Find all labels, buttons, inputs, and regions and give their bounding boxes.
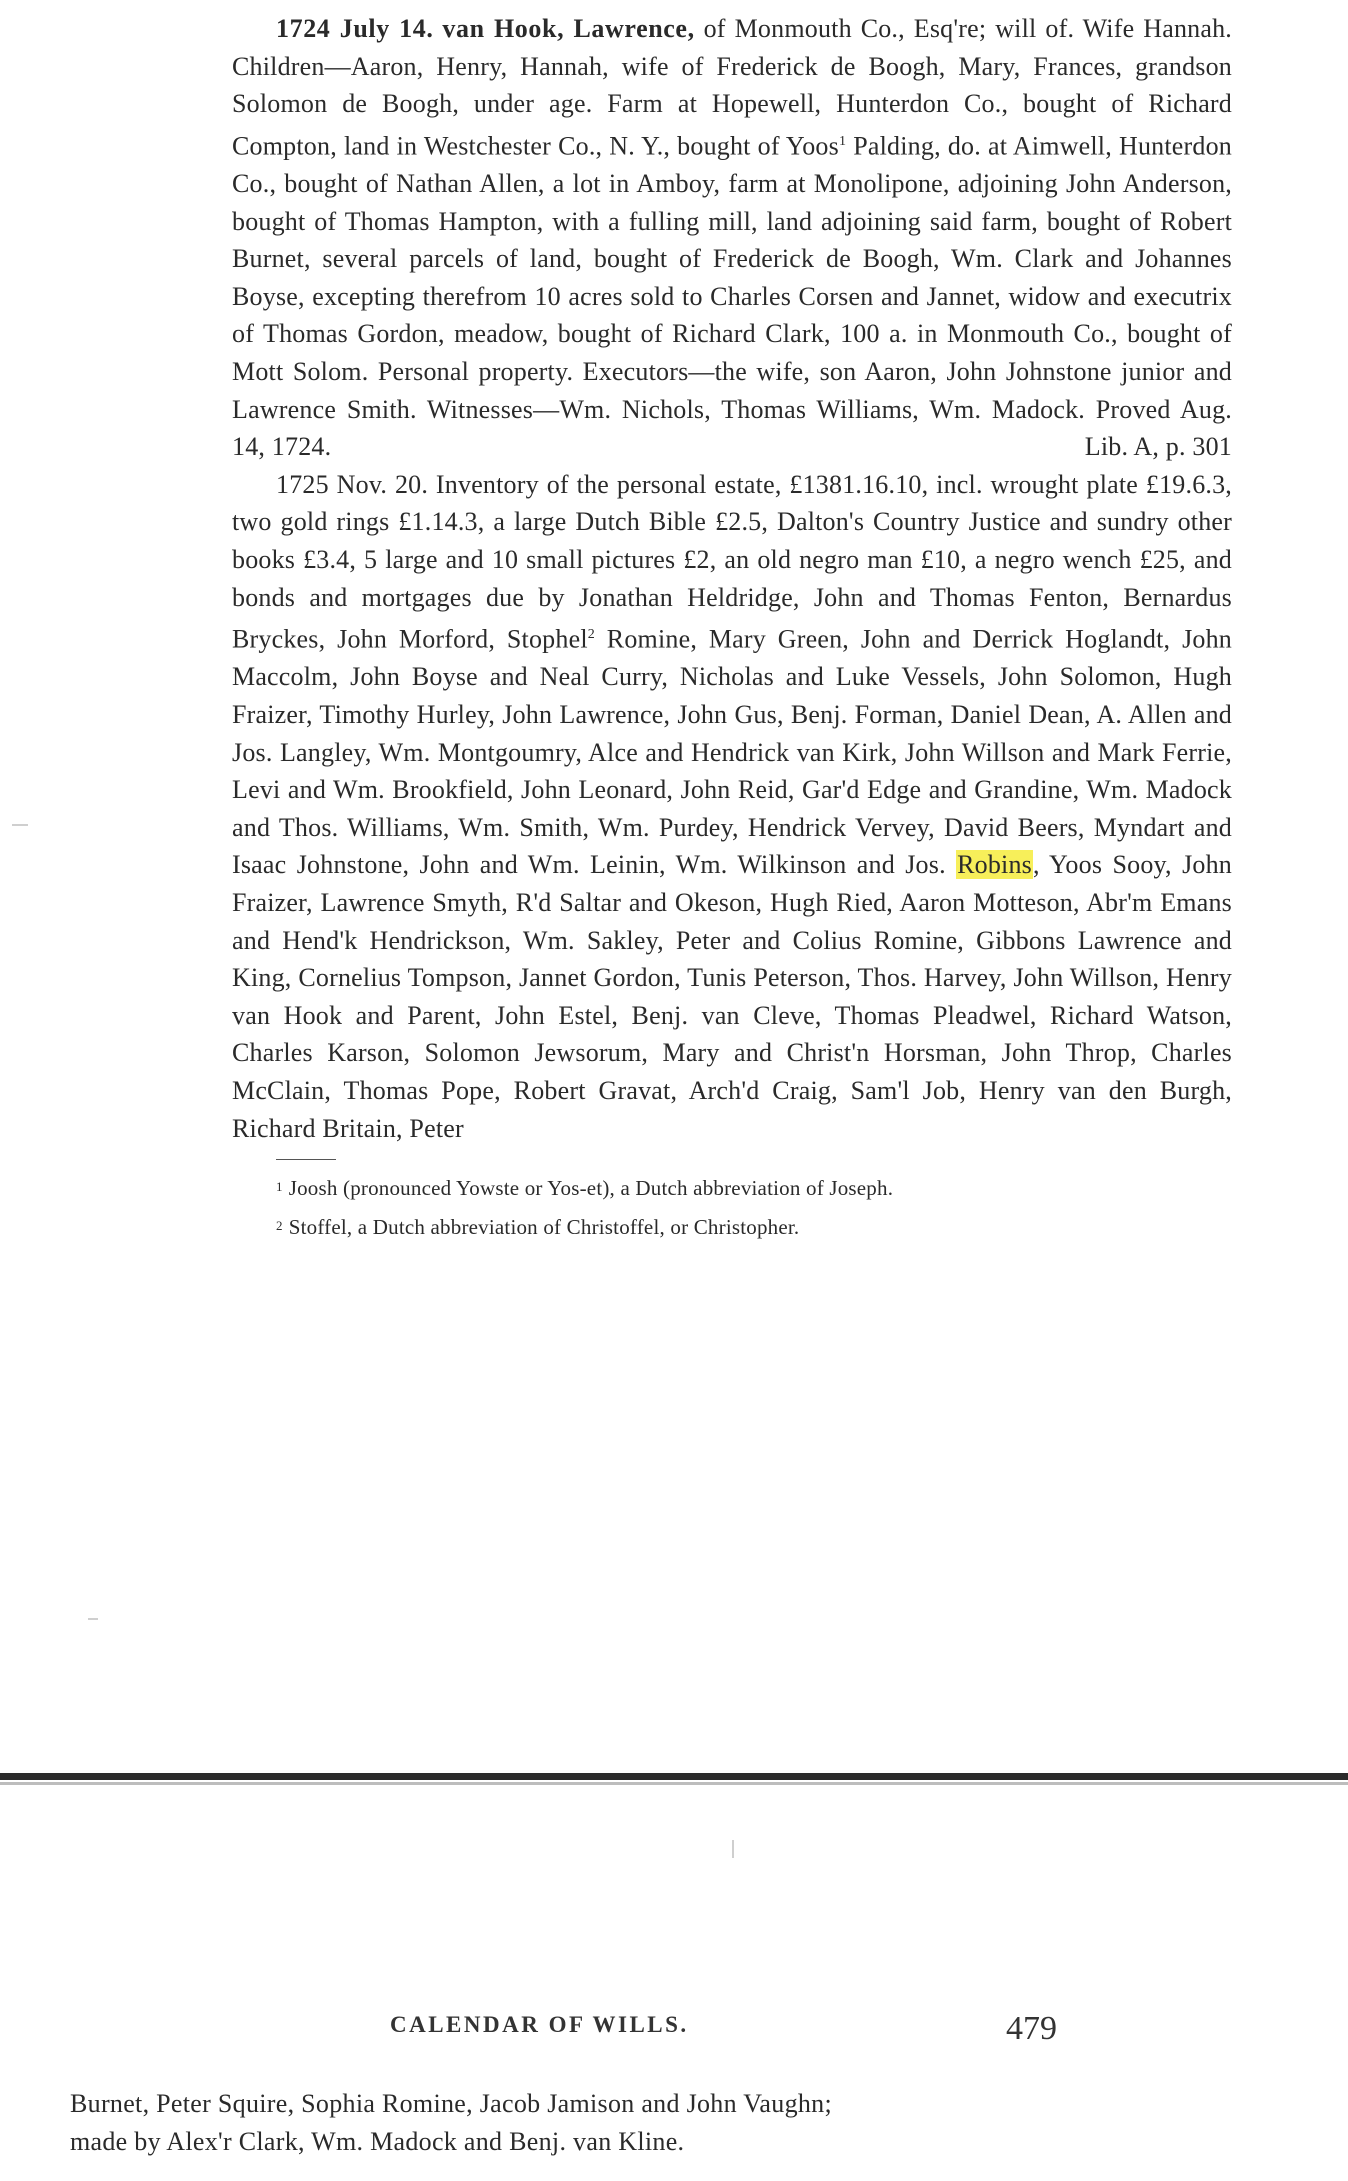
lower-page-text: [70, 2085, 1070, 2161]
inventory-body-a: 1725 Nov. 20. Inventory of the personal estate, £1381.16.10, incl. wrought plate £19.6.3, two gold rings £1.14.3, a large Dutch Bible £2.5, Dalton's Country Justice and sundry other books £3.4, 5 large and 10 small pictures £2, an old negro man £10, a negro wench £25, and bonds and mortgages due by Jonathan Heldridge, John and Thomas Fenton, Bernardus Bryckes, John Morford, Stophel: [232, 469, 1232, 654]
lower-line-2: made by Alex'r Clark, Wm. Madock and Benj. van Kline.: [70, 2127, 685, 2156]
footnote-mark-1: 1: [276, 1179, 283, 1195]
scan-speck: [88, 1618, 98, 1620]
entry-date: 1724 July 14.: [276, 14, 434, 43]
highlighted-name: Robins: [957, 850, 1032, 880]
footnote-text-2: Stoffel, a Dutch abbreviation of Christoffel, or Christopher.: [288, 1215, 800, 1240]
scan-speck: [732, 1840, 734, 1858]
footnote-mark-2: 2: [276, 1218, 283, 1234]
footnote-rule: [276, 1159, 336, 1160]
entry-body: of Monmouth Co., Esq're; will of. Wife Hannah. Children—Aaron, Henry, Hannah, wife of Frederick de Boogh, Mary, Frances, grandson Solomon de Boogh, under age. Farm at Hopewell, Hunterdon Co., bought of Richard Compton, land in Westchester Co., N. Y., bought of Yoos: [232, 14, 1233, 161]
will-entry-van-hook: [232, 10, 1232, 466]
footnote-2: [276, 1207, 1232, 1246]
footnotes: [232, 1168, 1232, 1246]
footnote-ref-1: 1: [838, 133, 847, 149]
footnote-1: [276, 1168, 1232, 1207]
text-column: [232, 10, 1232, 1246]
lib-reference: Lib. A, p. 301: [1084, 432, 1232, 462]
testator-name: van Hook, Lawrence,: [442, 14, 695, 43]
footnote-ref-2: 2: [587, 627, 595, 643]
footnote-text-1: Joosh (pronounced Yowste or Yos-et), a Dutch abbreviation of Joseph.: [288, 1176, 894, 1201]
running-head: CALENDAR OF WILLS.: [390, 2012, 689, 2037]
lower-line-1: Burnet, Peter Squire, Sophia Romine, Jacob Jamison and John Vaughn;: [70, 2089, 832, 2118]
scan-speck: [12, 824, 28, 826]
entry-body-continued: Palding, do. at Aimwell, Hunterdon Co., bought of Nathan Allen, a lot in Amboy, farm at Monolipone, adjoining John Anderson, bought of Thomas Hampton, with a fulling mill, land adjoining said farm, bought of Robert Burnet, several parcels of land, bought of Frederick de Boogh, Wm. Clark and Johannes Boyse, excepting therefrom 10 acres sold to Charles Corsen and Jannet, widow and executrix of Thomas Gordon, meadow, bought of Richard Clark, 100 a. in Monmouth Co., bought of Mott Solom. Personal property. Executors—the wife, son Aaron, John Johnstone junior and Lawrence Smith. Witnesses—Wm. Nichols, Thomas Williams, Wm. Madock. Proved Aug. 14, 1724.: [232, 131, 1232, 462]
page-divider: [0, 1773, 1348, 1780]
inventory-entry: [232, 466, 1232, 1147]
page-divider-shadow: [0, 1782, 1348, 1785]
page-number: 479: [1006, 2010, 1057, 2047]
inventory-body-b: Romine, Mary Green, John and Derrick Hoglandt, John Maccolm, John Boyse and Neal Curry, Nicholas and Luke Vessels, John Solomon, Hugh Fraizer, Timothy Hurley, John Lawrence, John Gus, Benj. Forman, Daniel Dean, A. Allen and Jos. Langley, Wm. Montgoumry, Alce and Hendrick van Kirk, John Willson and Mark Ferrie, Levi and Wm. Brookfield, John Leonard, John Reid, Gar'd Edge and Grandine, Wm. Madock and Thos. Williams, Wm. Smith, Wm. Purdey, Hendrick Vervey, David Beers, Myndart and Isaac Johnstone, John and Wm. Leinin, Wm. Wilkinson and Jos.: [232, 624, 1232, 880]
inventory-body-c: , Yoos Sooy, John Fraizer, Lawrence Smyth, R'd Saltar and Okeson, Hugh Ried, Aaron Motteson, Abr'm Emans and Hend'k Hendrickson, Wm. Sakley, Peter and Colius Romine, Gibbons Lawrence and King, Cornelius Tompson, Jannet Gordon, Tunis Peterson, Thos. Harvey, John Willson, Henry van Hook and Parent, John Estel, Benj. van Cleve, Thomas Pleadwel, Richard Watson, Charles Karson, Solomon Jewsorum, Mary and Christ'n Horsman, John Throp, Charles McClain, Thomas Pope, Robert Gravat, Arch'd Craig, Sam'l Job, Henry van den Burgh, Richard Britain, Peter: [232, 850, 1232, 1143]
